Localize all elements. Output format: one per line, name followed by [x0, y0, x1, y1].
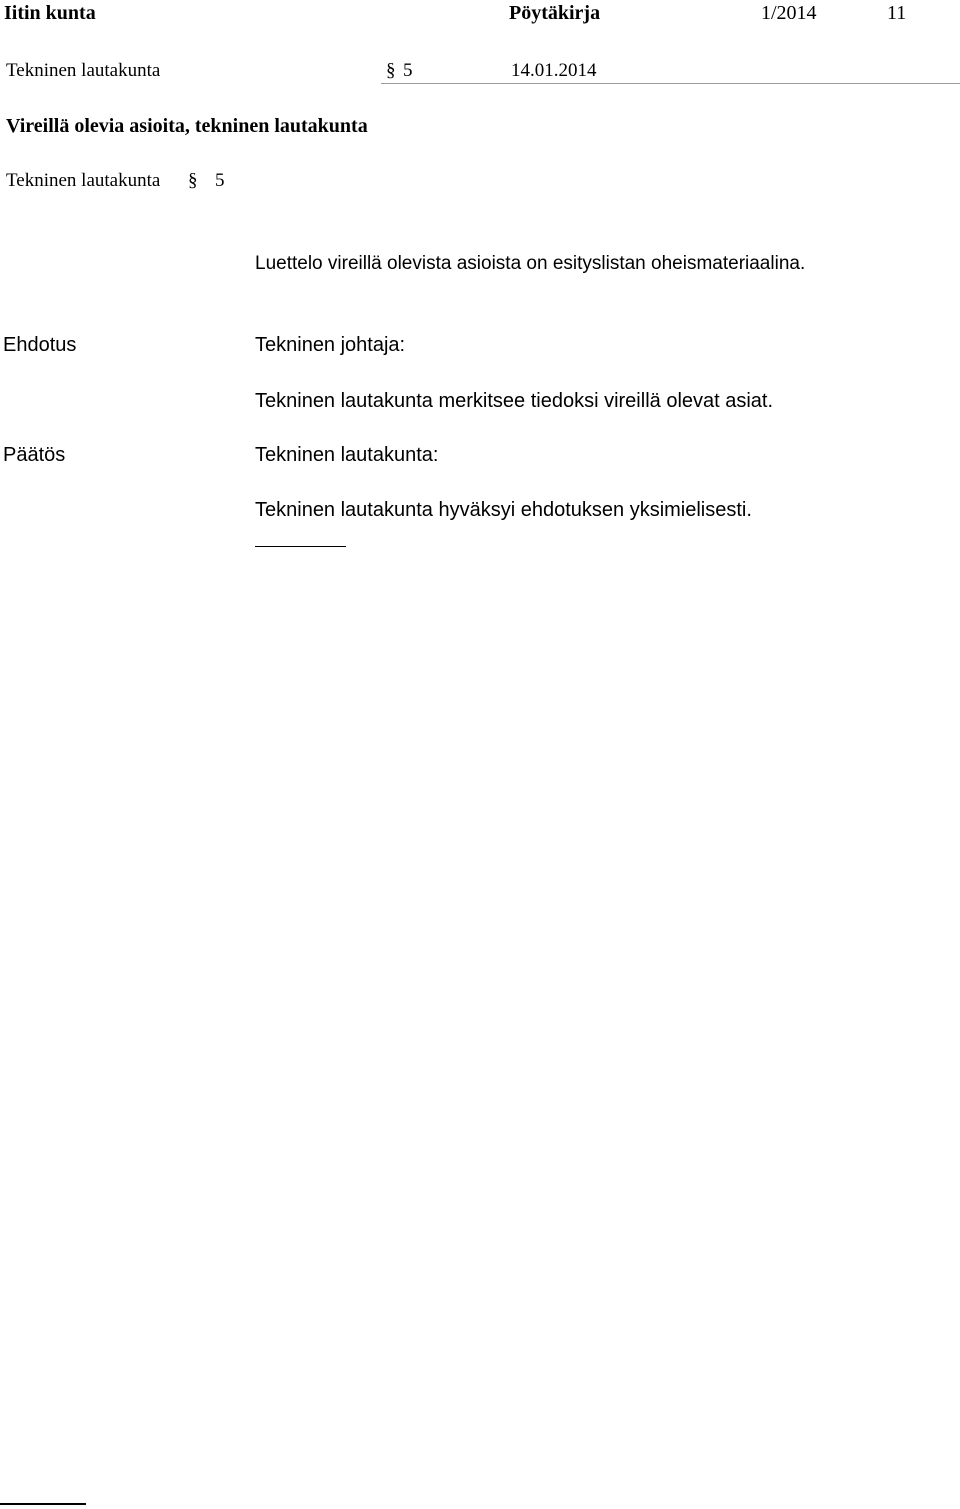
footer-rule — [0, 1503, 86, 1505]
decision-text: Tekninen lautakunta hyväksyi ehdotuksen yksimielisesti. — [255, 499, 752, 521]
header-divider — [381, 83, 960, 84]
reference-section-sign: § — [188, 170, 198, 191]
decision-author: Tekninen lautakunta: — [255, 444, 439, 466]
meeting-date: 14.01.2014 — [511, 60, 597, 81]
reference-committee: Tekninen lautakunta — [6, 170, 161, 191]
section-end-rule — [255, 546, 346, 547]
item-title: Vireillä olevia asioita, tekninen lautakunta — [6, 115, 368, 137]
proposal-author: Tekninen johtaja: — [255, 334, 406, 356]
reference-section-number: 5 — [215, 170, 225, 191]
document-number: 1/2014 — [761, 2, 817, 24]
item-description: Luettelo vireillä olevista asioista on esityslistan oheismateriaalina. — [255, 253, 806, 274]
page-number: 11 — [887, 2, 907, 24]
document-type: Pöytäkirja — [509, 2, 601, 24]
decision-label: Päätös — [3, 444, 66, 466]
committee-name: Tekninen lautakunta — [6, 60, 161, 81]
proposal-label: Ehdotus — [3, 334, 77, 356]
section-sign: § — [386, 60, 396, 81]
municipality-name: Iitin kunta — [4, 2, 96, 24]
proposal-text: Tekninen lautakunta merkitsee tiedoksi vireillä olevat asiat. — [255, 390, 774, 412]
section-number: 5 — [403, 60, 413, 81]
